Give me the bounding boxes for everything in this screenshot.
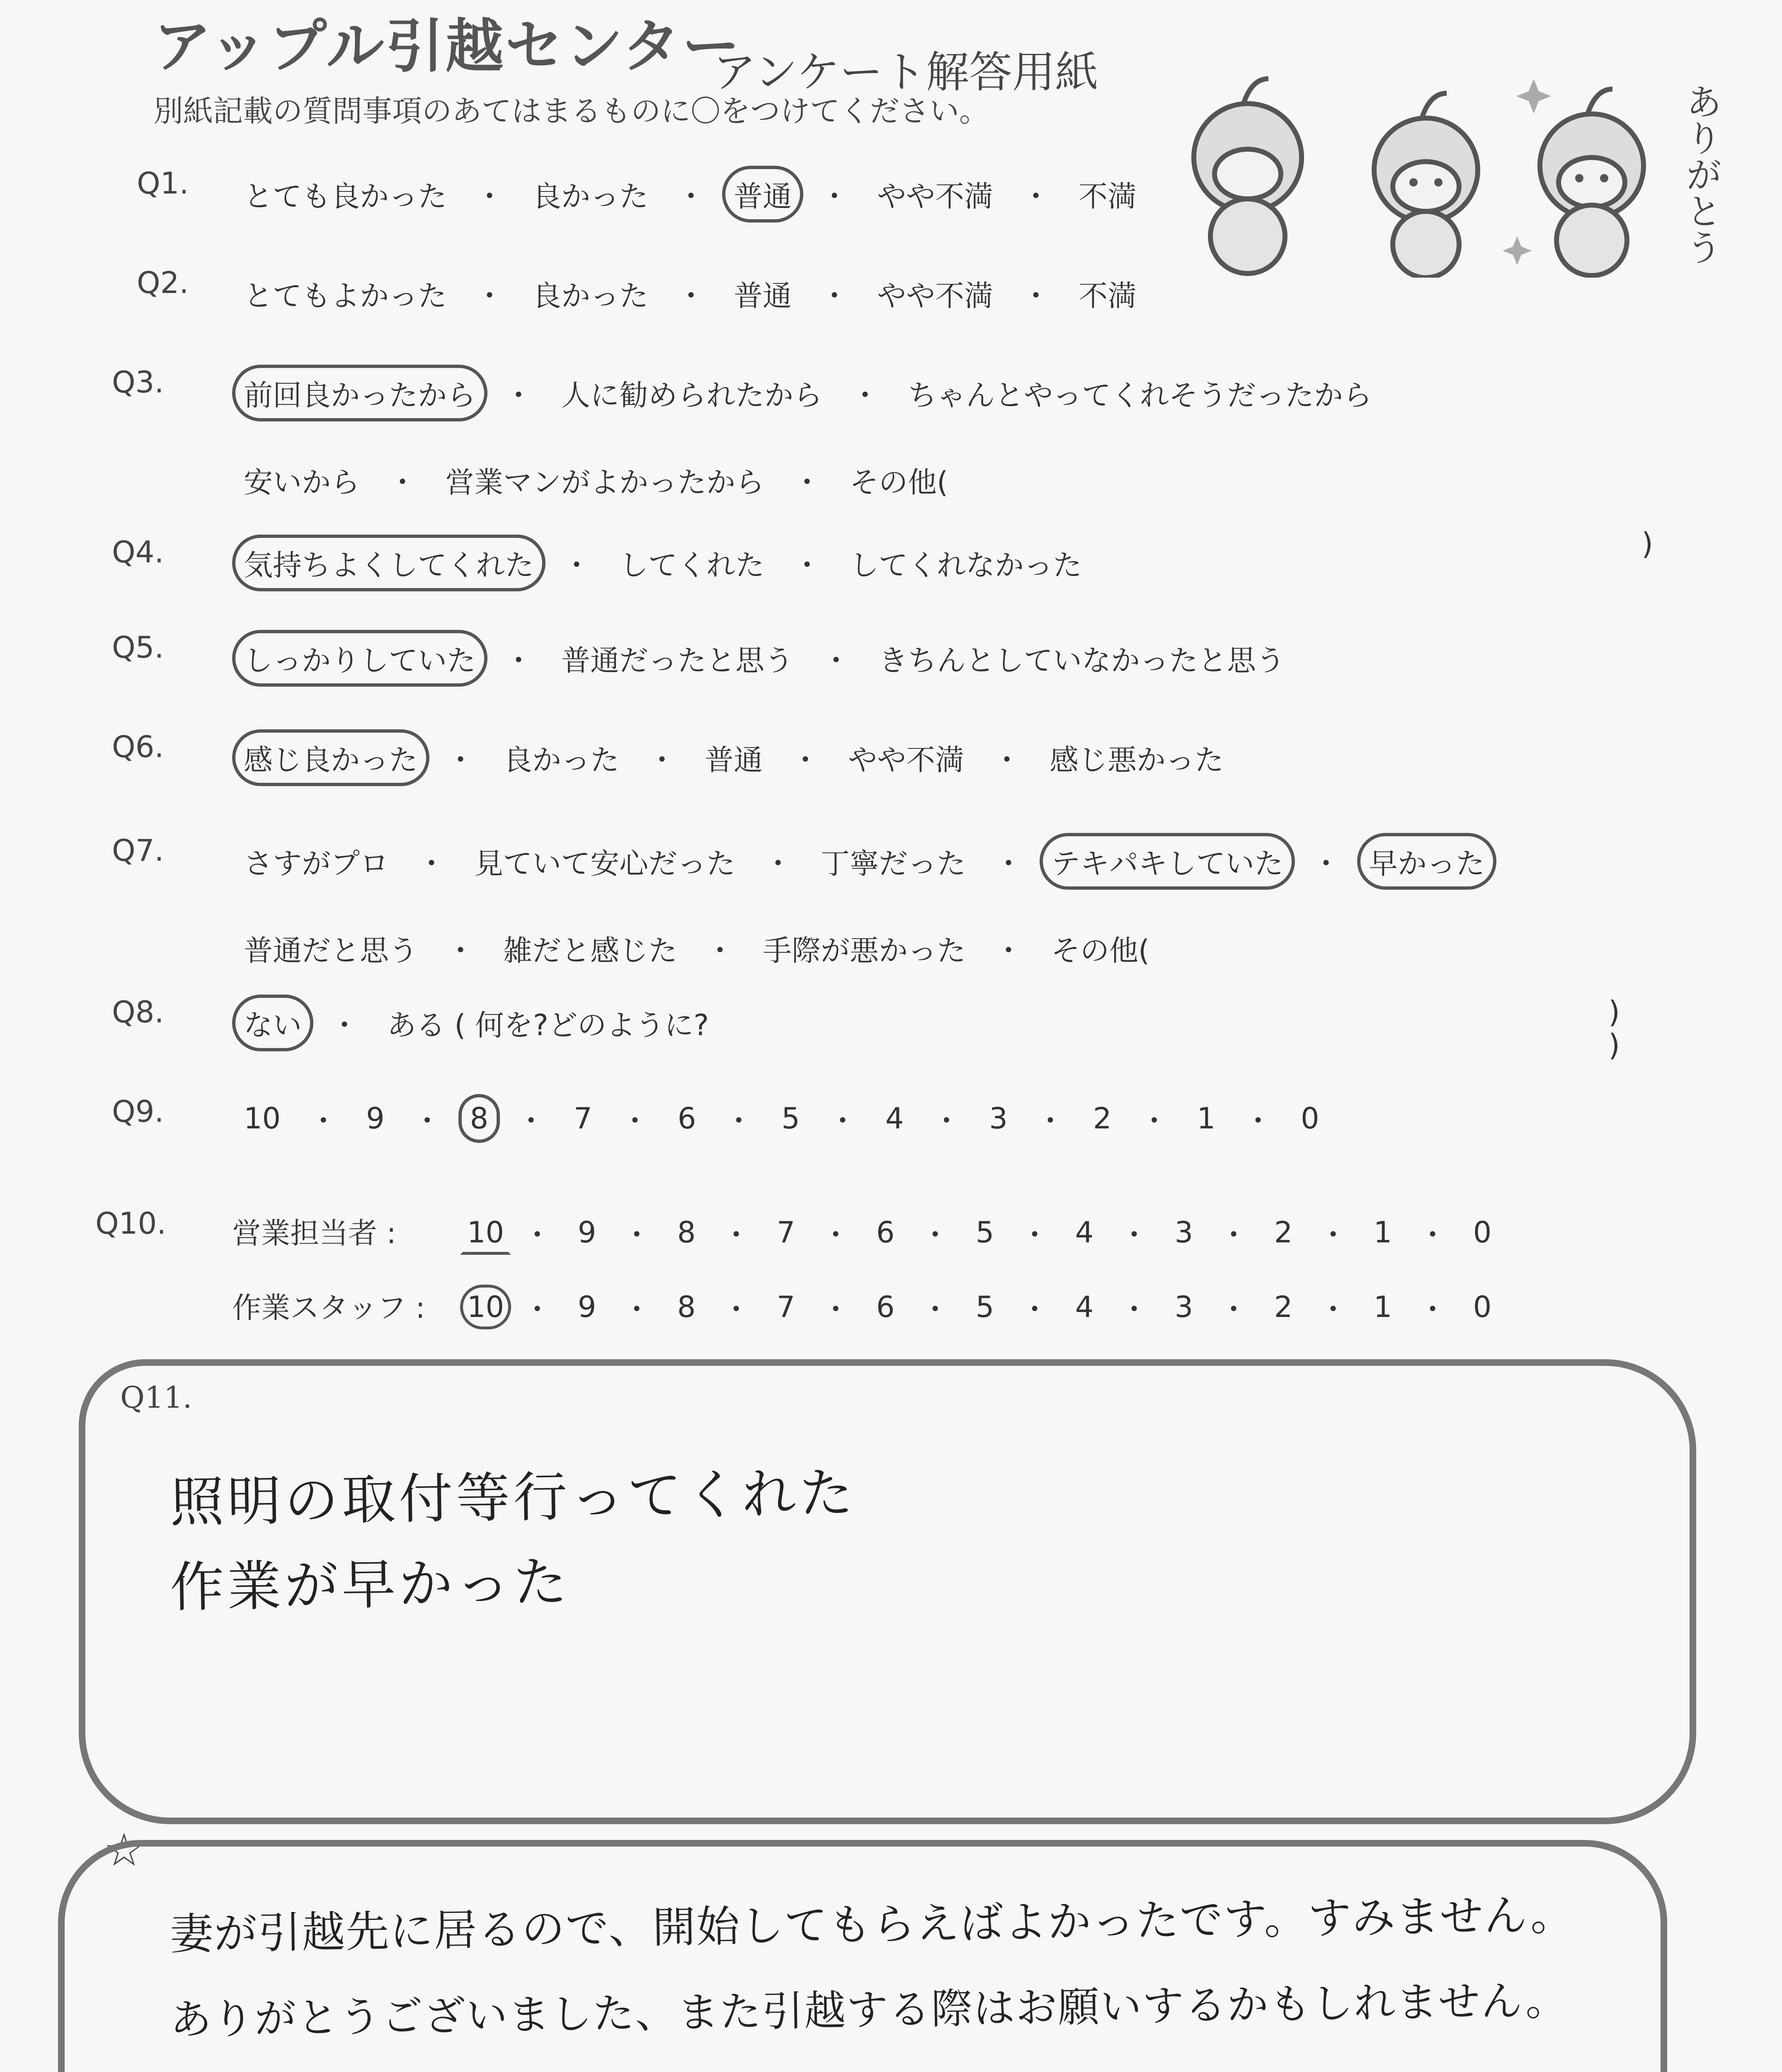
separator-dot: ・ — [1140, 1104, 1169, 1138]
rating-value[interactable]: 1 — [1373, 1215, 1392, 1249]
separator-dot: ・ — [620, 1104, 650, 1138]
option-row — [232, 166, 1148, 223]
question-label: Q5. — [112, 630, 164, 665]
separator-dot: ・ — [1035, 1104, 1065, 1138]
rating-value[interactable]: 5 — [975, 1290, 994, 1324]
separator-dot: ・ — [647, 743, 676, 777]
answer-option[interactable]: 良かった — [532, 279, 648, 313]
rating-value[interactable]: 2 — [1274, 1290, 1293, 1324]
question-label: Q1. — [137, 166, 189, 201]
question-label: Q7. — [112, 833, 164, 868]
rating-value[interactable]: 7 — [776, 1215, 795, 1249]
separator-dot: ・ — [994, 934, 1023, 968]
rating-value[interactable]: 8 — [677, 1215, 696, 1249]
separator-dot: ・ — [791, 743, 820, 777]
mascot-illustration — [1169, 62, 1708, 278]
answer-option[interactable]: やや不満 — [848, 743, 964, 777]
separator-dot: ・ — [992, 743, 1021, 777]
answer-option[interactable]: ちゃんとやってくれそうだったから — [908, 378, 1372, 412]
answer-option[interactable]: 10 — [244, 1101, 281, 1135]
answer-option[interactable]: 雑だと感じた — [503, 934, 677, 968]
rating-value[interactable]: 8 — [677, 1290, 696, 1324]
form-instruction: 別紙記載の質問事項のあてはまるものに〇をつけてください。 — [153, 94, 989, 128]
mascot-thanks-text: ありがとう — [1680, 83, 1723, 265]
option-row — [232, 265, 1148, 322]
separator-dot: ・ — [1021, 279, 1050, 313]
rating-value[interactable]: 5 — [975, 1215, 994, 1249]
rating-row-label: 営業担当者 : — [232, 1216, 396, 1250]
option-row — [232, 920, 1161, 977]
answer-option[interactable]: 手際が悪かった — [763, 934, 966, 968]
answer-option[interactable]: 不満 — [1079, 279, 1137, 313]
separator-dot: ・ — [1120, 1292, 1149, 1326]
answer-option[interactable]: 感じ良かった — [232, 729, 429, 786]
answer-option[interactable]: 良かった — [503, 743, 619, 777]
answer-option[interactable]: 4 — [885, 1101, 904, 1135]
answer-option[interactable]: 安いから — [244, 465, 360, 499]
option-row — [232, 729, 1235, 786]
answer-option[interactable]: 丁寧だった — [821, 847, 966, 881]
answer-option[interactable]: テキパキしていた — [1040, 833, 1295, 890]
separator-dot: ・ — [1312, 847, 1341, 881]
rating-value[interactable]: 3 — [1174, 1290, 1193, 1324]
star-icon: ☆ — [104, 1823, 145, 1876]
separator-dot: ・ — [412, 1104, 442, 1138]
closing-paren: ) — [1608, 995, 1620, 1029]
answer-option[interactable]: とてもよかった — [244, 279, 447, 313]
free-comment-line-1: 妻が引越先に居るので、開始してもらえばよかったです。すみません。 — [170, 1889, 1575, 1960]
separator-dot: ・ — [1319, 1292, 1348, 1326]
answer-option[interactable]: ない — [232, 995, 313, 1051]
answer-option[interactable]: 6 — [677, 1101, 696, 1135]
rating-value[interactable]: 3 — [1174, 1215, 1193, 1249]
closing-paren: ) — [1641, 526, 1654, 561]
separator-dot: ・ — [1021, 179, 1050, 213]
separator-dot: ・ — [994, 847, 1023, 881]
q10-label: Q10. — [95, 1206, 167, 1241]
answer-option[interactable]: 普通だったと思う — [561, 644, 793, 678]
rating-value[interactable]: 2 — [1274, 1215, 1293, 1249]
separator-dot: ・ — [622, 1292, 652, 1326]
separator-dot: ・ — [851, 378, 880, 412]
answer-option[interactable]: さすがプロ — [244, 847, 389, 881]
separator-dot: ・ — [828, 1104, 857, 1138]
answer-option[interactable]: ある ( 何を?どのように? — [387, 1008, 709, 1042]
separator-dot: ・ — [1020, 1218, 1050, 1252]
rating-value[interactable]: 10 — [460, 1210, 511, 1255]
separator-dot: ・ — [921, 1218, 950, 1252]
q11-label: Q11. — [120, 1380, 192, 1415]
separator-dot: ・ — [932, 1104, 961, 1138]
separator-dot: ・ — [523, 1218, 552, 1252]
separator-dot: ・ — [676, 179, 706, 213]
separator-dot: ・ — [1219, 1292, 1249, 1326]
rating-value[interactable]: 9 — [577, 1215, 596, 1249]
separator-dot: ・ — [516, 1104, 546, 1138]
separator-dot: ・ — [475, 179, 504, 213]
rating-row-label: 作業スタッフ : — [232, 1291, 425, 1325]
answer-option[interactable]: 普通 — [722, 166, 803, 223]
rating-value[interactable]: 0 — [1473, 1215, 1492, 1249]
answer-option[interactable]: 普通だと思う — [244, 934, 418, 968]
rating-value[interactable]: 9 — [577, 1290, 596, 1324]
answer-option[interactable]: やや不満 — [877, 279, 993, 313]
answer-option[interactable]: 普通 — [734, 279, 792, 313]
separator-dot: ・ — [706, 934, 735, 968]
rating-value[interactable]: 4 — [1075, 1215, 1094, 1249]
separator-dot: ・ — [821, 1292, 851, 1326]
answer-option[interactable]: しっかりしていた — [232, 630, 487, 687]
separator-dot: ・ — [523, 1292, 552, 1326]
separator-dot: ・ — [820, 279, 849, 313]
rating-scale — [460, 1285, 1506, 1329]
rating-value[interactable]: 0 — [1473, 1290, 1492, 1324]
answer-option[interactable]: 7 — [574, 1101, 592, 1135]
separator-dot: ・ — [1319, 1218, 1348, 1252]
option-row — [232, 365, 1384, 421]
q11-line-2: 作業が早かった — [170, 1550, 571, 1619]
answer-option[interactable]: してくれなかった — [850, 548, 1082, 582]
option-row — [232, 995, 720, 1051]
answer-option[interactable]: その他( — [1051, 934, 1150, 968]
rating-scale — [460, 1210, 1506, 1255]
option-row — [232, 630, 1297, 687]
separator-dot: ・ — [446, 743, 475, 777]
free-comment-line-2: ありがとうございました、また引越する際はお願いするかもしれません。 — [170, 1976, 1568, 2044]
form-subtitle: アンケート解答用紙 — [713, 47, 1098, 97]
separator-dot: ・ — [309, 1104, 338, 1138]
closing-paren: ) — [1608, 1028, 1620, 1063]
answer-option[interactable]: きちんとしていなかったと思う — [879, 644, 1285, 678]
answer-option[interactable]: 3 — [989, 1101, 1008, 1135]
answer-option[interactable]: その他( — [850, 465, 948, 499]
separator-dot: ・ — [921, 1292, 950, 1326]
answer-option[interactable]: 人に勧められたから — [561, 378, 822, 412]
separator-dot: ・ — [562, 548, 591, 582]
separator-dot: ・ — [676, 279, 706, 313]
separator-dot: ・ — [504, 644, 533, 678]
answer-option[interactable]: 8 — [458, 1094, 500, 1143]
separator-dot: ・ — [622, 1218, 652, 1252]
question-label: Q6. — [112, 729, 164, 764]
rating-value[interactable]: 4 — [1075, 1290, 1094, 1324]
separator-dot: ・ — [724, 1104, 754, 1138]
separator-dot: ・ — [1020, 1292, 1050, 1326]
option-row — [232, 535, 1093, 591]
answer-option[interactable]: 営業マンがよかったから — [445, 465, 764, 499]
separator-dot: ・ — [722, 1292, 751, 1326]
question-label: Q2. — [137, 265, 189, 300]
rating-value[interactable]: 6 — [876, 1290, 895, 1324]
separator-dot: ・ — [820, 179, 849, 213]
separator-dot: ・ — [446, 934, 475, 968]
separator-dot: ・ — [822, 644, 851, 678]
separator-dot: ・ — [330, 1008, 359, 1042]
separator-dot: ・ — [1418, 1292, 1447, 1326]
separator-dot: ・ — [417, 847, 446, 881]
answer-option[interactable]: 5 — [781, 1101, 800, 1135]
answer-option[interactable]: 見ていて安心だった — [474, 847, 735, 881]
separator-dot: ・ — [475, 279, 504, 313]
answer-option[interactable]: 気持ちよくしてくれた — [232, 535, 546, 591]
rating-value[interactable]: 7 — [776, 1290, 795, 1324]
separator-dot: ・ — [504, 378, 533, 412]
rating-value[interactable]: 1 — [1373, 1290, 1392, 1324]
separator-dot: ・ — [388, 465, 417, 499]
separator-dot: ・ — [1418, 1218, 1447, 1252]
rating-value[interactable]: 6 — [876, 1215, 895, 1249]
separator-dot: ・ — [821, 1218, 851, 1252]
option-row — [232, 452, 960, 508]
separator-dot: ・ — [722, 1218, 751, 1252]
rating-value[interactable]: 10 — [460, 1285, 511, 1329]
option-row — [232, 833, 1496, 890]
form-title: アップル引越センター — [153, 13, 742, 80]
separator-dot: ・ — [1219, 1218, 1249, 1252]
answer-option[interactable]: してくれた — [619, 548, 764, 582]
answer-option[interactable]: 良かった — [532, 179, 648, 213]
option-row — [232, 1094, 1331, 1143]
answer-option[interactable]: 普通 — [705, 743, 763, 777]
separator-dot: ・ — [764, 847, 793, 881]
q11-line-1: 照明の取付等行ってくれた — [170, 1461, 857, 1534]
answer-option[interactable]: とても良かった — [244, 179, 447, 213]
answer-option[interactable]: 2 — [1093, 1101, 1112, 1135]
question-label: Q3. — [112, 365, 164, 399]
answer-option[interactable]: やや不満 — [877, 179, 993, 213]
separator-dot: ・ — [1244, 1104, 1273, 1138]
answer-option[interactable]: 9 — [366, 1101, 385, 1135]
question-label: Q4. — [112, 535, 164, 569]
answer-option[interactable]: 早かった — [1357, 833, 1496, 890]
answer-option[interactable]: 不満 — [1079, 179, 1137, 213]
separator-dot: ・ — [1120, 1218, 1149, 1252]
separator-dot: ・ — [793, 548, 822, 582]
answer-option[interactable]: 感じ悪かった — [1050, 743, 1224, 777]
answer-option[interactable]: 0 — [1301, 1101, 1319, 1135]
answer-option[interactable]: 前回良かったから — [232, 365, 487, 421]
question-label: Q8. — [112, 995, 164, 1029]
question-label: Q9. — [112, 1094, 164, 1129]
separator-dot: ・ — [793, 465, 822, 499]
answer-option[interactable]: 1 — [1197, 1101, 1215, 1135]
